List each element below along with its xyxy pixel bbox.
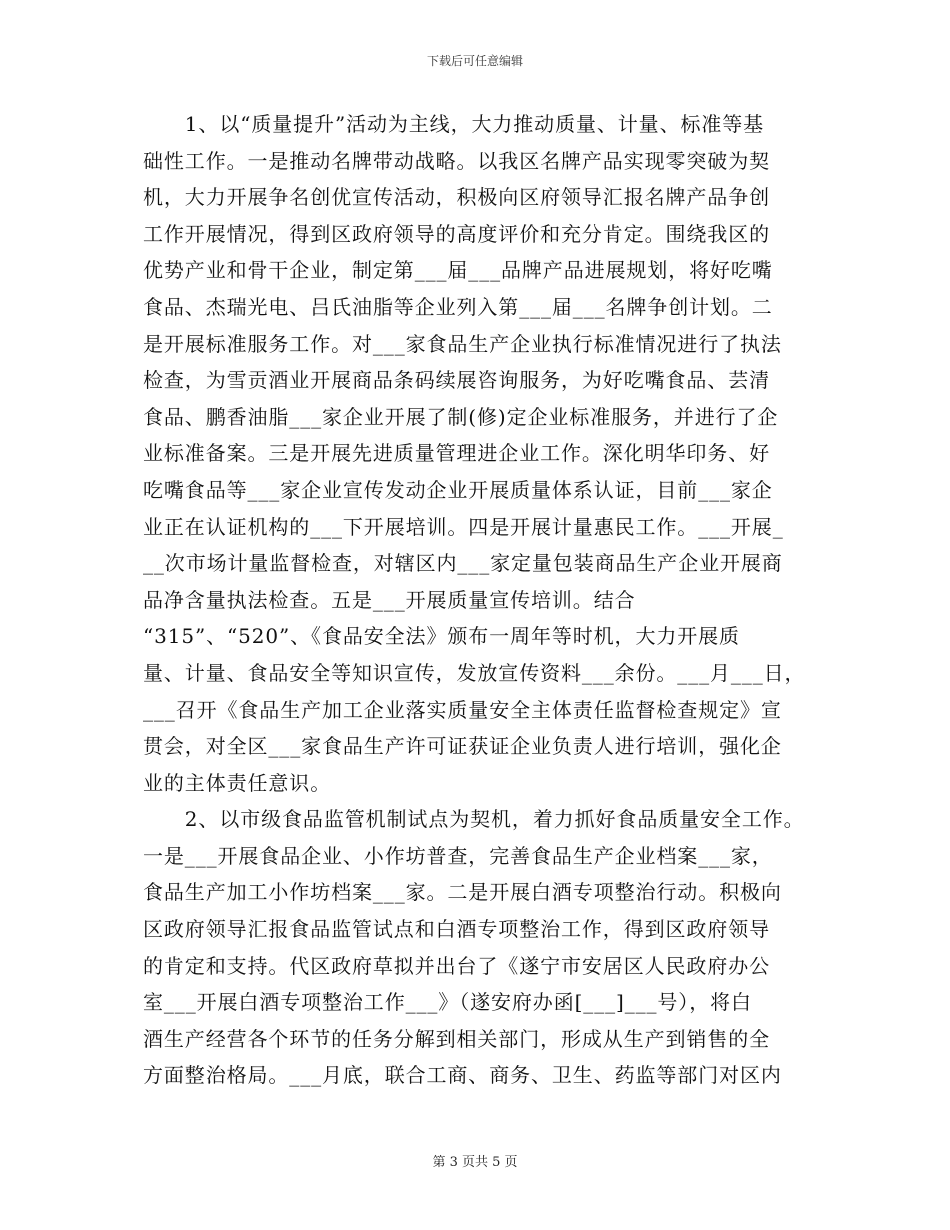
text-line: 食品、杰瑞光电、吕氏油脂等企业列入第___届___名牌争创计划。二 [143,294,773,319]
text-line: 一是___开展食品企业、小作坊普查，完善食品生产企业档案___家， [143,843,773,868]
text-line: 室___开展白酒专项整治工作___》（遂安府办函[___]___号），将白 [143,990,752,1015]
text-line: 食品、鹏香油脂___家企业开展了制(修)定企业标准服务，并进行了企 [143,404,779,429]
text-line: 础性工作。一是推动名牌带动战略。以我区名牌产品实现零突破为契 [143,148,770,173]
text-line: 业的主体责任意识。 [143,770,332,795]
text-line: 食品生产加工小作坊档案___家。二是开展白酒专项整治行动。积极向 [143,880,782,905]
text-line: 酒生产经营各个环节的任务分解到相关部门，形成从生产到销售的全 [143,1026,770,1051]
body-text [143,112,823,1100]
text-line: 吃嘴食品等___家企业宣传发动企业开展质量体系认证，目前___家企 [143,477,773,502]
text-line: 方面整治格局。___月底，联合工商、商务、卫生、药监等部门对区内 [143,1063,782,1088]
text-line: “315”、“520”、《食品安全法》颁布一周年等时机，大力开展质 [143,624,740,649]
text-line: 工作开展情况，得到区政府领导的高度评价和充分肯定。围绕我区的 [143,221,770,246]
text-line: 1、以“质量提升”活动为主线，大力推动质量、计量、标准等基 [143,112,765,136]
text-line: 品净含量执法检查。五是___开展质量宣传培训。结合 [143,587,636,612]
text-line: ___召开《食品生产加工企业落实质量安全主体责任监督检查规定》宣 [143,697,782,722]
text-line: 区政府领导汇报食品监管试点和白酒专项整治工作，得到区政府领导 [143,917,770,942]
text-line: 业正在认证机构的___下开展培训。四是开展计量惠民工作。___开展_ [143,514,784,539]
text-line: __次市场计量监督检查，对辖区内___家定量包装商品生产企业开展商 [143,551,783,576]
page-header: 下载后可任意编辑 [426,54,523,68]
text-line: 检查，为雪贡酒业开展商品条码续展咨询服务，为好吃嘴食品、芸清 [143,368,770,393]
text-line: 业标准备案。三是开展先进质量管理进企业工作。深化明华印务、好 [143,441,770,466]
text-line: 机，大力开展争名创优宣传活动，积极向区府领导汇报名牌产品争创 [143,185,770,210]
text-line: 贯会，对全区___家食品生产许可证获证企业负责人进行培训，强化企 [143,734,782,759]
text-line: 优势产业和骨干企业，制定第___届___品牌产品进展规划，将好吃嘴 [143,258,773,283]
text-line: 是开展标准服务工作。对___家食品生产企业执行标准情况进行了执法 [143,331,782,356]
text-line: 2、以市级食品监管机制试点为契机，着力抓好食品质量安全工作。 [143,807,805,832]
page-footer: 第 3 页共 5 页 [432,1155,518,1170]
text-line: 的肯定和支持。代区政府草拟并出台了《遂宁市安居区人民政府办公 [143,953,770,978]
text-line: 量、计量、食品安全等知识宣传，发放宣传资料___余份。___月___日， [143,660,806,685]
